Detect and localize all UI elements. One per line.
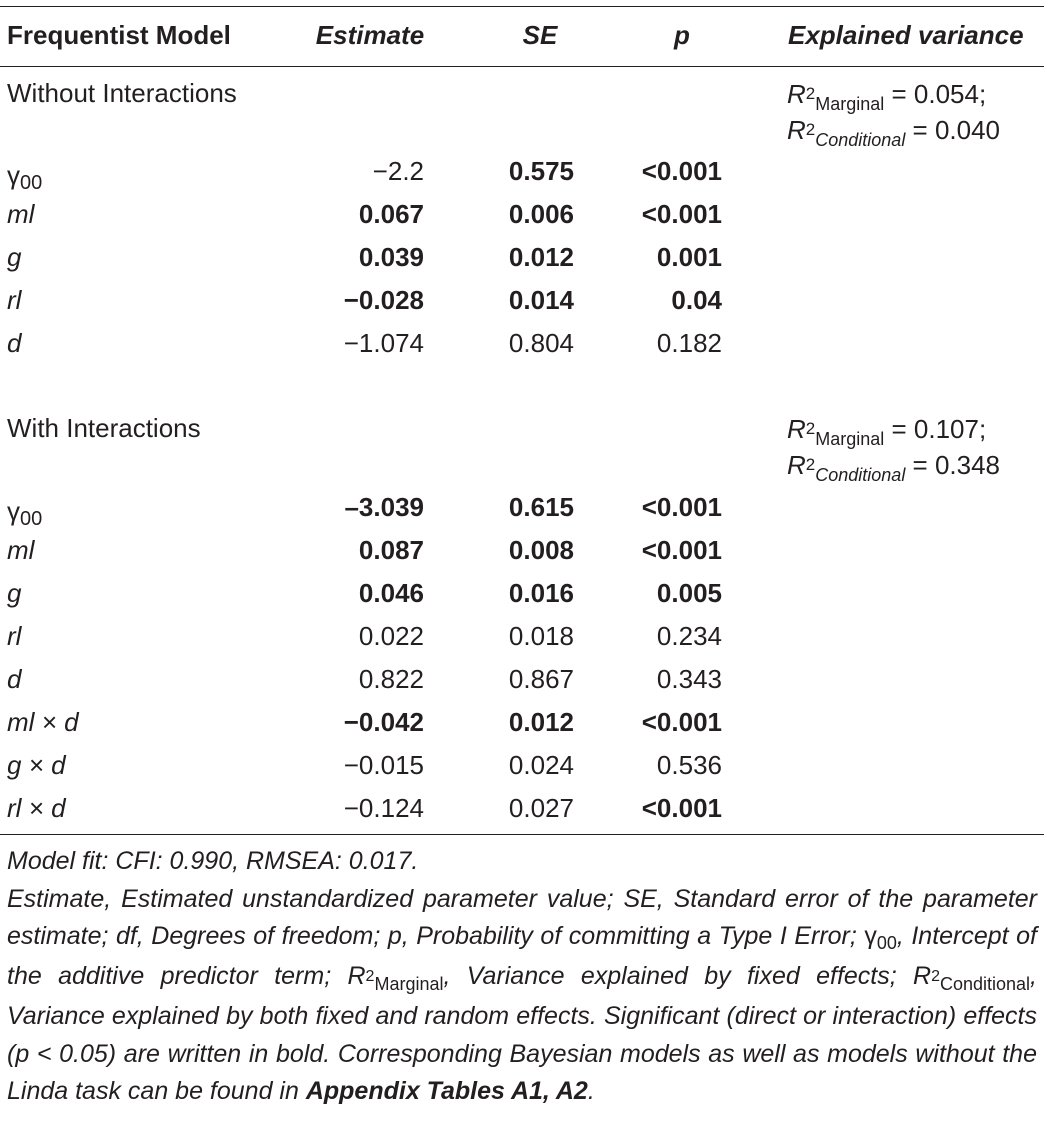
- table-footnotes: [7, 843, 1037, 1111]
- row-label: rl × d: [7, 793, 66, 823]
- estimate-cell: –3.039: [344, 492, 424, 522]
- p-cell: <0.001: [641, 156, 722, 186]
- estimate-cell: 0.022: [358, 621, 424, 651]
- row-label: g: [7, 578, 22, 608]
- row-label: rl: [7, 285, 22, 315]
- se-cell: 0.014: [508, 285, 574, 315]
- table-bottom-rule: [0, 834, 1044, 835]
- p-cell: <0.001: [641, 199, 722, 229]
- p-cell: <0.001: [641, 707, 722, 737]
- row-label: d: [7, 664, 22, 694]
- estimate-cell: 0.067: [358, 199, 424, 229]
- estimate-cell: 0.087: [358, 535, 424, 565]
- estimate-cell: 0.822: [358, 664, 424, 694]
- r2-marginal-with: $R^2_{Marginal} = 0.107$;: [787, 414, 987, 449]
- row-label-gamma00: γ00: [7, 160, 43, 194]
- model-fit-note: Model fit: CFI: 0.990, RMSEA: 0.017.: [7, 847, 419, 875]
- appendix-reference[interactable]: Appendix Tables A1, A2: [305, 1077, 588, 1105]
- se-cell: 0.016: [508, 578, 574, 608]
- p-cell: <0.001: [641, 535, 722, 565]
- row-label: g: [7, 242, 22, 272]
- p-cell: 0.04: [671, 285, 722, 315]
- header-estimate: Estimate: [315, 20, 425, 50]
- header-explained-variance: Explained variance: [788, 20, 1024, 50]
- se-cell: 0.575: [508, 156, 574, 186]
- se-cell: 0.008: [508, 535, 574, 565]
- header-frequentist-model: Frequentist Model: [7, 20, 231, 50]
- se-cell: 0.024: [508, 750, 574, 780]
- row-label: g × d: [7, 750, 66, 780]
- estimate-cell: −0.015: [343, 750, 424, 780]
- r2-conditional-without: $R^2_{Conditional} = 0.040$: [787, 115, 1001, 150]
- section-title-with-interactions: With Interactions: [7, 413, 201, 443]
- se-cell: 0.027: [508, 793, 574, 823]
- p-cell: 0.001: [656, 242, 722, 272]
- header-p: p: [674, 20, 690, 50]
- estimate-cell: −2.2: [372, 156, 424, 186]
- row-label: ml: [7, 199, 35, 229]
- r2-conditional-with: $R^2_{Conditional} = 0.348$: [787, 450, 1001, 485]
- estimate-cell: 0.046: [358, 578, 424, 608]
- estimate-cell: −0.042: [343, 707, 424, 737]
- se-cell: 0.012: [508, 242, 574, 272]
- r2-marginal-without: $R^2_{Marginal} = 0.054$;: [787, 79, 987, 114]
- se-cell: 0.615: [508, 492, 574, 522]
- p-cell: 0.343: [656, 664, 722, 694]
- se-cell: 0.012: [508, 707, 574, 737]
- p-cell: 0.536: [656, 750, 722, 780]
- p-cell: 0.005: [656, 578, 722, 608]
- se-cell: 0.018: [508, 621, 574, 651]
- se-cell: 0.804: [508, 328, 574, 358]
- table-top-rule: [0, 6, 1044, 7]
- p-cell: 0.234: [656, 621, 722, 651]
- row-label-gamma00: γ00: [7, 496, 43, 530]
- row-label: d: [7, 328, 22, 358]
- p-cell: 0.182: [656, 328, 722, 358]
- estimate-cell: 0.039: [358, 242, 424, 272]
- row-label: ml: [7, 535, 35, 565]
- estimate-cell: −0.028: [343, 285, 424, 315]
- estimate-cell: −1.074: [343, 328, 424, 358]
- row-label: rl: [7, 621, 22, 651]
- header-se: SE: [522, 20, 558, 50]
- abbreviations-note: Estimate, Estimated unstandardized parameter value; SE, Standard error of the parameter estimate; df, Degrees of freedom; p, Probability of committing a Type I Error; $\gamma_{00}$, Intercept of the additive predictor term; $R^2_{Marginal}$, Variance explained by fixed effects; $R^2_{Conditional}$, Variance explained by both fixed and random effects. Significant (direct or interaction) effects (p < 0.05) are written in bold. Corresponding Bayesian models as well as models without the Linda task can be found in Appendix Tables A1, A2.: [7, 884, 1037, 1105]
- p-cell: <0.001: [641, 492, 722, 522]
- se-cell: 0.867: [508, 664, 574, 694]
- p-cell: <0.001: [641, 793, 722, 823]
- section-title-without-interactions: Without Interactions: [7, 78, 237, 108]
- table-header-rule: [0, 66, 1044, 67]
- se-cell: 0.006: [508, 199, 574, 229]
- row-label: ml × d: [7, 707, 79, 737]
- estimate-cell: −0.124: [343, 793, 424, 823]
